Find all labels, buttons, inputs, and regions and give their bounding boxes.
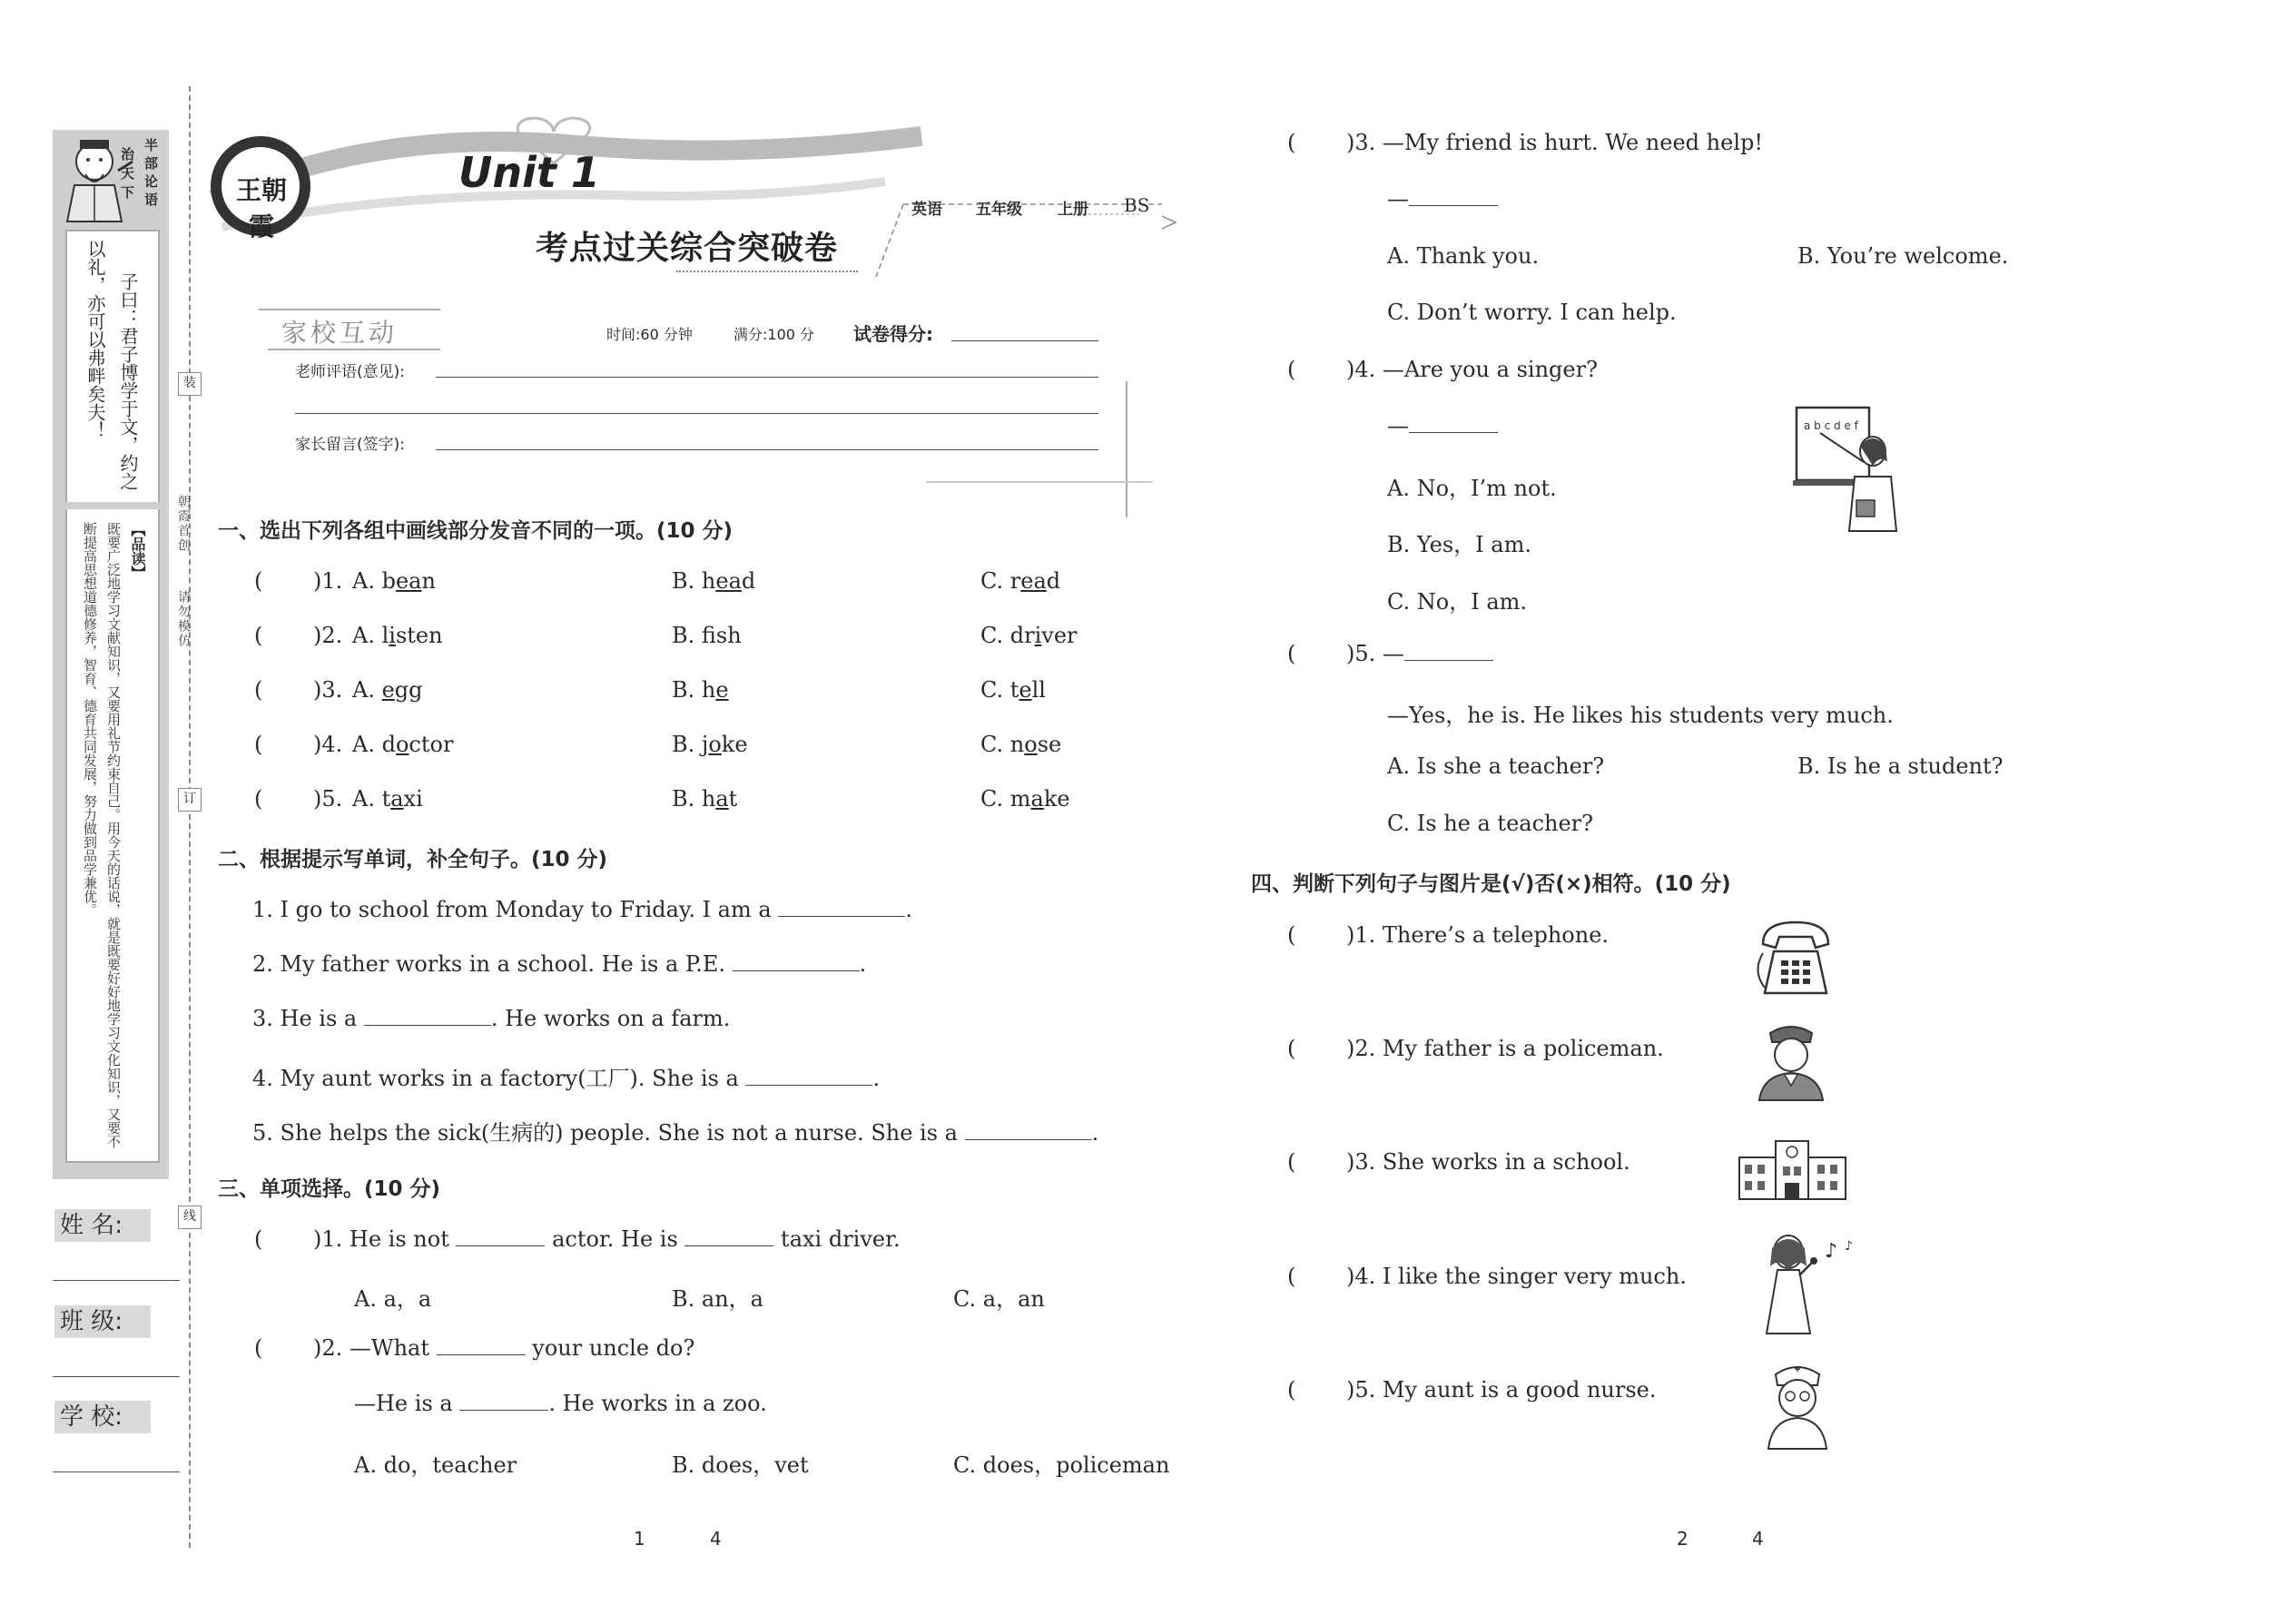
s1-item-4-num: )4. <box>313 732 343 757</box>
s4-item-1-num: )1. <box>1346 922 1376 948</box>
s1-item-3-opt-c <box>980 677 1046 703</box>
s4-item-4-text: I like the singer very much. <box>1382 1264 1687 1289</box>
s1-item-3-opt-a <box>352 677 423 703</box>
s1-item-5-opt-c-ul: a <box>1030 786 1044 812</box>
s1-item-2-opt-c-ul: i <box>1034 623 1042 648</box>
s1-item-4-paren[interactable]: ( <box>254 732 263 757</box>
s1-item-2-opt-a-pre: A. l <box>352 623 389 648</box>
s1-item-1-opt-c-post: d <box>1046 568 1061 594</box>
s1-item-3-opt-b-pre: B. h <box>672 677 716 703</box>
s3-q3-blank[interactable] <box>1409 187 1498 206</box>
copyright-2: 请勿模仿 <box>176 590 191 648</box>
school-field[interactable] <box>53 1471 180 1472</box>
s1-item-5-opt-c-post: ke <box>1043 786 1070 812</box>
exam-subtitle: 考点过关综合突破卷 <box>536 229 839 267</box>
s2-item-1-end: . <box>905 897 912 922</box>
s4-item-2-text: My father is a policeman. <box>1382 1036 1664 1061</box>
s1-item-1-opt-a-post: n <box>421 568 436 594</box>
s1-item-3-opt-c-pre: C. t <box>980 677 1019 703</box>
s2-item-2-text: 2. My father works in a school. He is a P.E. <box>252 951 733 977</box>
s3-q4-answer: — <box>1387 413 1498 438</box>
s1-item-3-opt-b <box>672 677 729 703</box>
s1-item-5-opt-a-post: xi <box>403 786 423 812</box>
tag-edition: BS <box>1124 194 1150 216</box>
sidebar-reading-label: 【品读】 <box>129 522 146 580</box>
s2-item-3-blank[interactable] <box>364 1007 491 1026</box>
s4-item-2 <box>1346 1036 1664 1061</box>
s3-q3-opt-a: A. Thank you. <box>1387 243 1540 269</box>
s3-q3-opt-b: B. You’re welcome. <box>1797 243 2009 269</box>
teacher-board-picture <box>1793 404 1902 536</box>
s3-q2-opt-a: A. do，teacher <box>354 1452 517 1478</box>
s3-q5-opt-b: B. Is he a student? <box>1797 753 2004 779</box>
s1-item-2-paren[interactable]: ( <box>254 623 263 648</box>
s1-item-1-opt-b <box>672 568 755 594</box>
logo-text: 王朝霞 <box>235 175 287 241</box>
s1-item-4-opt-a-post: ctor <box>409 732 454 757</box>
s1-item-2-opt-c-post: ver <box>1041 623 1078 648</box>
s3-q2-opt-c: C. does，policeman <box>953 1452 1170 1478</box>
s3-q3-opt-c: C. Don’t worry. I can help. <box>1387 300 1677 325</box>
s4-item-2-paren[interactable]: ( <box>1287 1036 1296 1061</box>
s3-q3-answer: — <box>1387 186 1498 212</box>
s3-q1-opt-a: A. a，a <box>354 1286 432 1312</box>
class-field[interactable] <box>53 1376 180 1377</box>
s2-item-1-blank[interactable] <box>778 898 905 917</box>
s3-q1: )1. He is not actor. He is taxi driver. <box>313 1226 901 1252</box>
time-info: 时间:60 分钟 <box>606 326 693 343</box>
section1-title: 一、选出下列各组中画线部分发音不同的一项。(10 分) <box>218 519 733 543</box>
s1-item-1-opt-c <box>980 568 1060 594</box>
s2-item-4-end: . <box>872 1066 881 1091</box>
s2-item-2 <box>252 951 866 977</box>
s1-item-4-opt-b-ul: o <box>708 732 722 757</box>
sidebar-divider <box>65 502 160 509</box>
nurse-picture <box>1761 1360 1834 1451</box>
home-school-frame-bottom <box>268 349 440 350</box>
s1-item-5-opt-b-ul: a <box>715 786 729 812</box>
s1-item-4-opt-c-pre: C. n <box>980 732 1025 757</box>
s1-item-5-opt-a <box>352 786 423 812</box>
s1-item-5-opt-b <box>672 786 737 812</box>
s1-item-2-opt-b-post: sh <box>715 623 742 648</box>
s1-item-4-opt-c-post: se <box>1037 732 1062 757</box>
music-note-icon: ♪ <box>1845 1239 1853 1254</box>
sidebar-title-2: 半部论语 <box>143 138 159 211</box>
sidebar-reading-text <box>78 522 125 1148</box>
s1-item-1-opt-a <box>352 568 436 594</box>
cut-line <box>189 86 191 1548</box>
tag-subject: 英语 <box>911 201 942 219</box>
s1-item-1-opt-b-pre: B. h <box>672 568 716 594</box>
s2-item-5-blank[interactable] <box>965 1121 1092 1140</box>
s2-item-3-end: . He works on a farm. <box>490 1006 731 1031</box>
left-page-total: 4 <box>710 1528 722 1550</box>
s3-q1-opt-c: C. a，an <box>953 1286 1045 1312</box>
score-label: 试卷得分: <box>853 323 933 345</box>
teacher-comment-field[interactable] <box>436 377 1098 378</box>
subtitle-dots <box>676 271 858 272</box>
tag-grade: 五年级 <box>976 201 1022 219</box>
s1-item-1-num: )1. <box>313 568 343 594</box>
s3-q5-opt-c: C. Is he a teacher? <box>1387 811 1594 836</box>
s1-item-5-opt-c <box>980 786 1070 812</box>
s1-item-4-opt-b <box>672 732 748 757</box>
teacher-comment-field-2[interactable] <box>295 413 1098 414</box>
s3-q4-opt-c: C. No，I am. <box>1387 589 1528 615</box>
s3-q2-blank1[interactable] <box>437 1336 526 1355</box>
name-field[interactable] <box>53 1280 180 1281</box>
s1-item-5-num: )5. <box>313 786 343 812</box>
s1-item-2-opt-a <box>352 623 443 648</box>
s4-item-4-num: )4. <box>1346 1264 1376 1289</box>
s3-q2-blank2[interactable] <box>459 1392 548 1411</box>
s3-q1-blank1[interactable] <box>456 1227 545 1246</box>
s3-q5-blank[interactable] <box>1404 642 1493 661</box>
section2-title: 二、根据提示写单词，补全句子。(10 分) <box>218 848 608 871</box>
s3-q1-paren[interactable]: ( <box>254 1226 263 1252</box>
s2-item-1 <box>252 897 912 922</box>
s1-item-5-opt-a-pre: A. t <box>352 786 391 812</box>
s1-item-3-opt-a-ul: e <box>381 677 395 703</box>
parent-comment-label: 家长留言(签字): <box>295 436 405 454</box>
school-label: 学 校: <box>54 1401 151 1433</box>
s1-item-5-paren[interactable]: ( <box>254 786 263 812</box>
s1-item-4-opt-c <box>980 732 1061 757</box>
s2-item-5-end: . <box>1091 1120 1099 1146</box>
s2-item-4 <box>252 1060 880 1092</box>
s1-item-2-opt-a-post: sten <box>395 623 443 648</box>
s1-item-3-opt-c-post: ll <box>1031 677 1046 703</box>
s1-item-5-opt-a-ul: a <box>390 786 404 812</box>
cut-mark-3: 线 <box>178 1206 202 1229</box>
s3-q3-paren[interactable]: ( <box>1287 130 1296 155</box>
s2-item-4-text: 4. My aunt works in a factory(工厂). She is a <box>252 1066 746 1091</box>
s1-item-3-opt-c-ul: e <box>1019 677 1032 703</box>
s1-item-3-num: )3. <box>313 677 343 703</box>
s1-item-1-opt-c-ul: ea <box>1020 568 1047 594</box>
s1-item-4-opt-c-ul: o <box>1024 732 1038 757</box>
logo-badge <box>211 136 310 241</box>
section3-title: 三、单项选择。(10 分) <box>218 1177 441 1201</box>
s1-item-4-opt-b-post: ke <box>721 732 748 757</box>
home-school-frame-side <box>1126 381 1127 517</box>
s3-q2: )2. —What your uncle do? <box>313 1335 695 1361</box>
s2-item-5-text: 5. She helps the sick(生病的) people. She is not a nurse. She is a <box>252 1120 965 1146</box>
s3-q2-paren[interactable]: ( <box>254 1335 263 1361</box>
s3-q2-line2: —He is a . He works in a zoo. <box>354 1391 767 1416</box>
s1-item-1-opt-a-pre: A. b <box>352 568 396 594</box>
s1-item-1-opt-b-post: d <box>741 568 756 594</box>
s1-item-3-opt-a-post: gg <box>394 677 423 703</box>
left-page-number: 1 <box>634 1528 645 1550</box>
cut-mark-1: 装 <box>178 372 202 396</box>
s4-item-3-text: She works in a school. <box>1382 1149 1630 1175</box>
s4-item-1-paren[interactable]: ( <box>1287 922 1296 948</box>
policeman-picture <box>1750 1017 1832 1103</box>
full-marks: 满分:100 分 <box>733 326 815 343</box>
s2-item-2-blank[interactable] <box>733 952 860 971</box>
s3-q5-paren[interactable]: ( <box>1287 641 1296 666</box>
s1-item-5-opt-b-post: t <box>728 786 738 812</box>
school-picture <box>1736 1130 1849 1203</box>
s4-item-4-paren[interactable]: ( <box>1287 1264 1296 1289</box>
s4-item-1 <box>1346 922 1609 948</box>
section4-title: 四、判断下列句子与图片是(√)否(×)相符。(10 分) <box>1251 872 1731 896</box>
s4-item-2-num: )2. <box>1346 1036 1376 1061</box>
s2-item-5 <box>252 1115 1098 1147</box>
music-notes-icon: ♪ <box>1825 1240 1838 1263</box>
s1-item-1-paren[interactable]: ( <box>254 568 263 594</box>
home-school-label: 家校互动 <box>281 318 399 348</box>
s3-q3: )3. —My friend is hurt. We need help! <box>1346 130 1764 155</box>
s2-item-2-end: . <box>859 951 867 977</box>
s1-item-3-paren[interactable]: ( <box>254 677 263 703</box>
s4-item-3 <box>1346 1149 1630 1175</box>
s1-item-4-opt-a-ul: o <box>395 732 409 757</box>
home-school-frame-bottom2 <box>926 481 1153 483</box>
s1-item-1-opt-b-ul: ea <box>715 568 742 594</box>
s1-item-5-opt-b-pre: B. h <box>672 786 716 812</box>
singer-picture <box>1754 1230 1863 1337</box>
s1-item-3-opt-b-ul: e <box>715 677 729 703</box>
s2-item-3 <box>252 1006 730 1031</box>
sidebar-quote-line1: 子曰：君子博学于文，约之 <box>117 272 139 490</box>
s1-item-4-opt-b-pre: B. j <box>672 732 709 757</box>
s1-item-2-opt-b <box>672 623 742 648</box>
s3-q4-paren[interactable]: ( <box>1287 357 1296 382</box>
cut-mark-2: 订 <box>178 788 202 812</box>
s1-item-2-opt-b-pre: B. f <box>672 623 716 648</box>
name-label: 姓 名: <box>54 1209 151 1242</box>
s2-item-4-blank[interactable] <box>745 1067 872 1086</box>
s1-item-2-num: )2. <box>313 623 343 648</box>
s1-item-2-opt-c <box>980 623 1078 648</box>
s4-item-3-num: )3. <box>1346 1149 1376 1175</box>
s4-item-4 <box>1346 1264 1687 1289</box>
board-letters: a b c d e f <box>1804 419 1858 432</box>
s1-item-2-opt-c-pre: C. dr <box>980 623 1035 648</box>
unit-title: Unit 1 <box>458 148 600 197</box>
s3-q4-blank[interactable] <box>1409 414 1498 433</box>
s3-q5-opt-a: A. Is she a teacher? <box>1387 753 1605 779</box>
s3-q2-opt-b: B. does，vet <box>672 1452 809 1478</box>
s1-item-1-opt-c-pre: C. r <box>980 568 1021 594</box>
copyright-1: 朝霞首创 <box>176 495 191 553</box>
home-school-frame-top <box>259 309 440 310</box>
s4-item-5 <box>1346 1377 1657 1403</box>
s3-q1-blank2[interactable] <box>684 1227 773 1246</box>
s3-q5: )5. — <box>1346 641 1493 666</box>
s4-item-1-text: There’s a telephone. <box>1382 922 1610 948</box>
s1-item-1-opt-a-ul: ea <box>395 568 422 594</box>
s1-item-3-opt-a-pre: A. <box>352 677 382 703</box>
parent-comment-field[interactable] <box>436 449 1098 450</box>
s1-item-4-opt-a <box>352 732 453 757</box>
right-page-number: 2 <box>1677 1528 1689 1550</box>
score-field[interactable] <box>951 340 1098 341</box>
reading-text: 既要广泛地学习文献知识，又要用礼节约束自己。用今天的话说，就是既要好好地学习文化知识，又要不断提高思想道德修养，智育、德育共同发展，努力做到品学兼优。 <box>82 522 122 1148</box>
teacher-comment-label: 老师评语(意见): <box>295 363 405 381</box>
s3-q4: )4. —Are you a singer? <box>1346 357 1598 382</box>
s3-q1-opt-b: B. an，a <box>672 1286 763 1312</box>
s4-item-3-paren[interactable]: ( <box>1287 1149 1296 1175</box>
s4-item-5-text: My aunt is a good nurse. <box>1382 1377 1657 1403</box>
sidebar-quote-line2: 以礼，亦可以弗畔矣夫！ <box>84 240 106 439</box>
s3-q4-opt-a: A. No，I’m not. <box>1387 476 1557 501</box>
s3-q5-line2: —Yes，he is. He likes his students very much. <box>1387 703 1894 728</box>
s2-item-1-text: 1. I go to school from Monday to Friday. I am a <box>252 897 779 922</box>
s2-item-3-text: 3. He is a <box>252 1006 364 1031</box>
telephone-picture <box>1752 917 1838 999</box>
s3-q4-opt-b: B. Yes，I am. <box>1387 532 1531 557</box>
right-page-total: 4 <box>1752 1528 1764 1550</box>
s4-item-5-num: )5. <box>1346 1377 1376 1403</box>
sidebar-title-1: 治天下 <box>119 147 135 204</box>
class-label: 班 级: <box>54 1305 151 1338</box>
tag-term: 上册 <box>1058 201 1088 219</box>
s4-item-5-paren[interactable]: ( <box>1287 1377 1296 1403</box>
s1-item-4-opt-a-pre: A. d <box>352 732 396 757</box>
s1-item-5-opt-c-pre: C. m <box>980 786 1031 812</box>
s1-item-2-opt-a-ul: i <box>389 623 396 648</box>
